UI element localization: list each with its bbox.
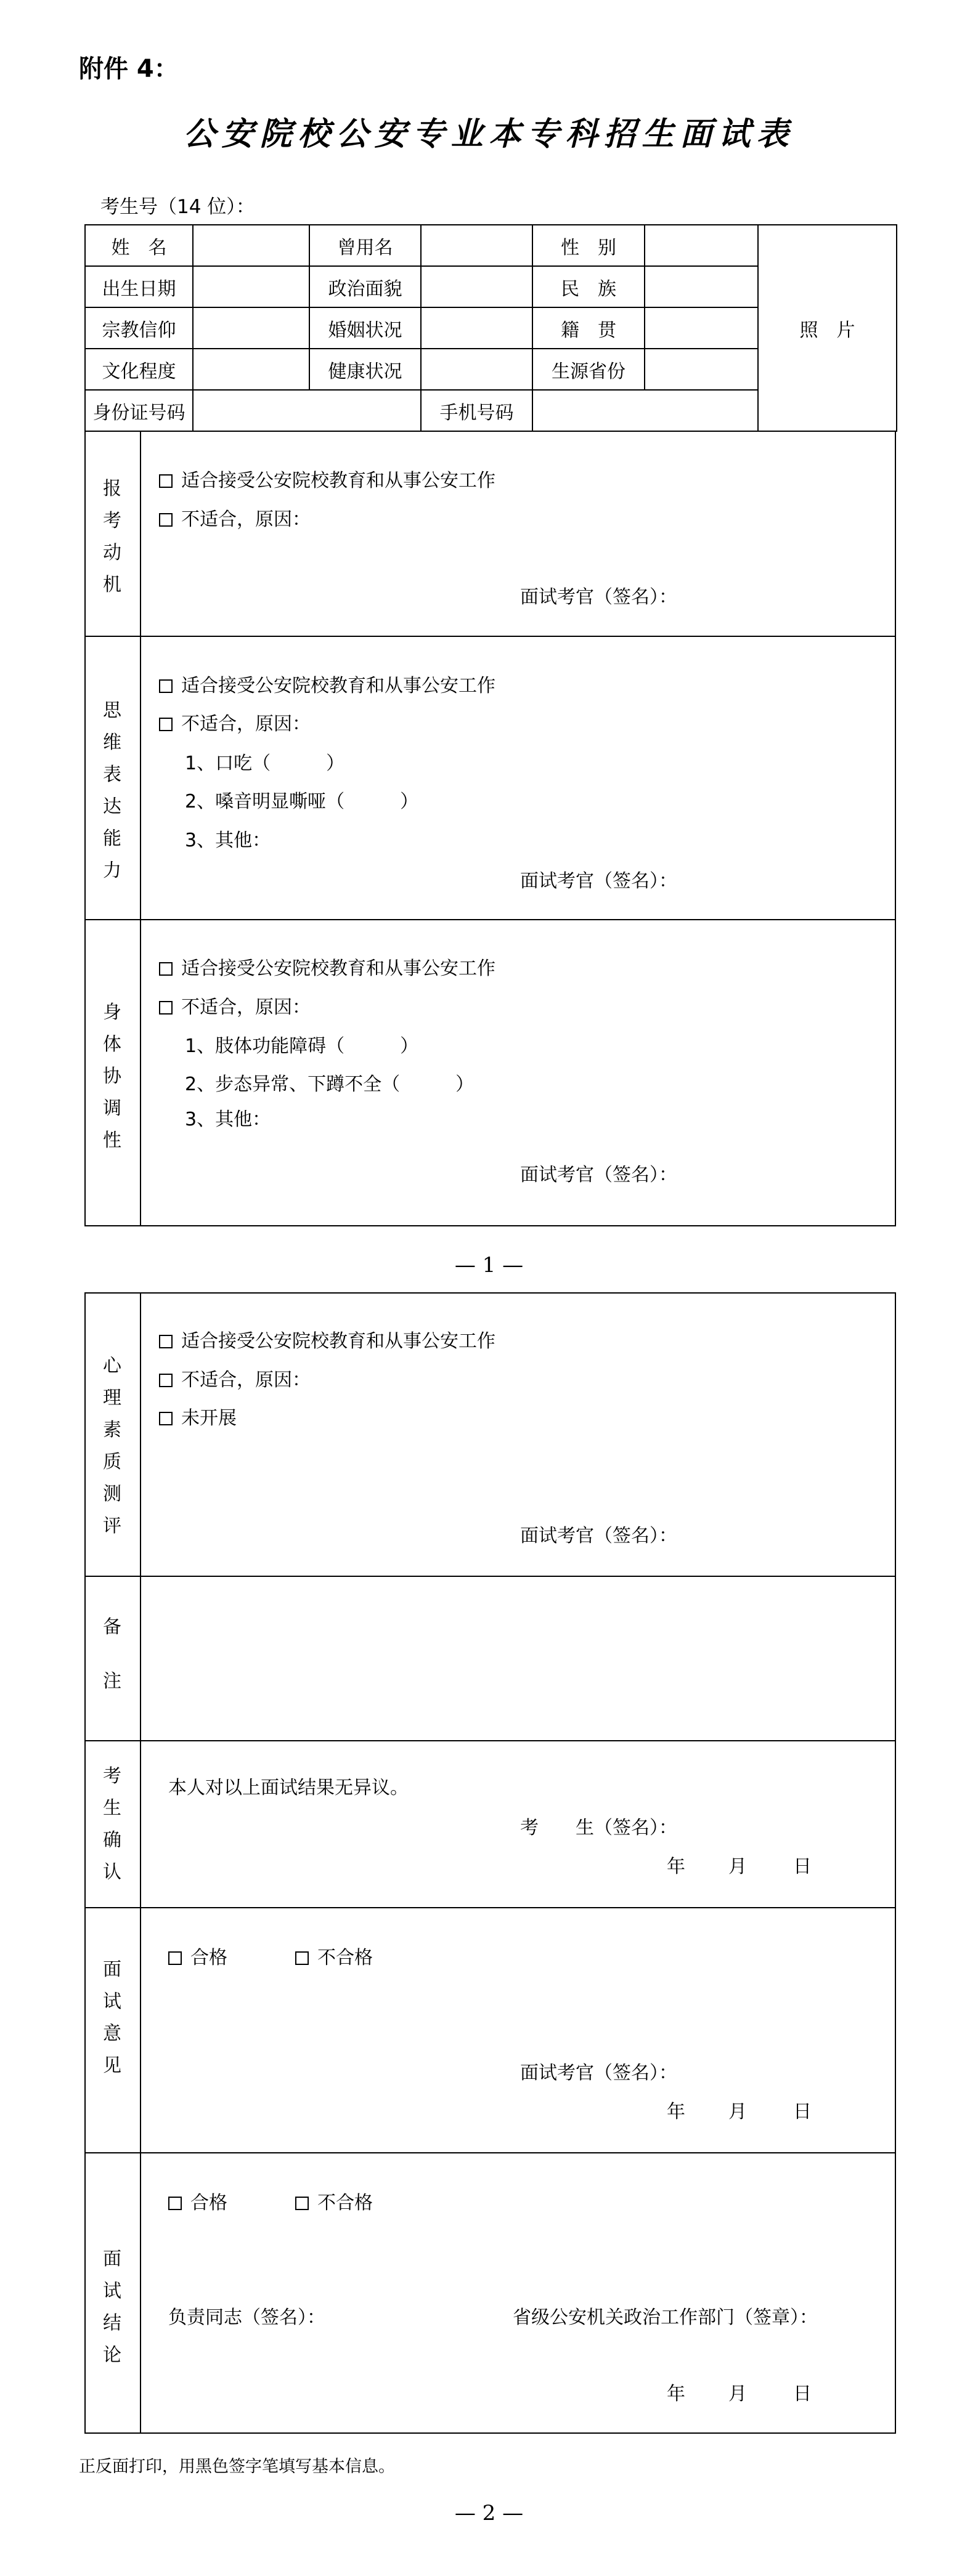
basic-info-table [84, 224, 897, 432]
expression-label-char: 达 [103, 796, 121, 817]
option-label: 合格 [190, 2192, 227, 2214]
psych-label-char: 评 [103, 1515, 121, 1537]
confirm-text: 本人对以上面试结果无异议。 [168, 1777, 409, 1799]
conclusion-label-char: 结 [103, 2312, 121, 2334]
confirm-date-year: 年 [667, 1856, 685, 1877]
checkbox[interactable] [159, 1374, 173, 1387]
birth-field[interactable] [193, 266, 309, 307]
confirm-label [84, 1760, 140, 1889]
checkbox[interactable] [168, 1951, 182, 1965]
confirm-date-day: 日 [793, 1856, 812, 1877]
political-label: 政治面貌 [309, 266, 421, 307]
option-label: 不适合，原因： [181, 509, 311, 530]
section-divider [84, 636, 896, 637]
gender-label: 性 别 [532, 225, 645, 266]
id-number-field[interactable] [193, 390, 421, 431]
exam-number-label: 考生号（14 位）： [100, 196, 255, 218]
option-label: 适合接受公安院校教育和从事公安工作 [181, 675, 495, 697]
name-field[interactable] [193, 225, 309, 266]
psych-label-char: 素 [103, 1419, 121, 1441]
page-number-2: — 2 — [454, 2501, 524, 2525]
psych-label-char: 质 [103, 1451, 121, 1473]
checkbox[interactable] [159, 1335, 173, 1348]
opinion-examiner-sign: 面试考官（签名）： [520, 2062, 677, 2084]
former-name-field[interactable] [421, 225, 532, 266]
psych-label-char: 心 [103, 1355, 121, 1377]
conclusion-fail-option[interactable] [295, 2187, 373, 2214]
expression-label-char: 思 [103, 700, 121, 721]
opinion-label-char: 见 [103, 2055, 121, 2076]
coordination-label-char: 性 [103, 1130, 121, 1151]
conclusion-date-year: 年 [667, 2383, 685, 2405]
footnote: 正反面打印，用黑色签字笔填写基本信息。 [79, 2457, 395, 2476]
option-label: 不适合，原因： [181, 713, 311, 735]
dept-seal: 省级公安机关政治工作部门（签章）： [513, 2307, 818, 2328]
motive-label-char: 考 [103, 510, 121, 532]
remark-field[interactable] [148, 1583, 887, 1731]
motive-label-char: 动 [103, 542, 121, 564]
checkbox[interactable] [159, 1001, 173, 1015]
coordination-unsuitable-option[interactable] [159, 992, 311, 1019]
remark-label [84, 1614, 140, 1695]
psych-not-done-option[interactable] [159, 1403, 237, 1430]
checkbox[interactable] [295, 2197, 309, 2210]
psych-examiner-sign: 面试考官（签名）： [520, 1525, 677, 1547]
conclusion-date-month: 月 [728, 2383, 747, 2405]
expression-label-char: 力 [103, 860, 121, 881]
opinion-label-char: 试 [103, 1991, 121, 2012]
opinion-label-char: 面 [103, 1959, 121, 1980]
photo-cell[interactable]: 照 片 [758, 225, 897, 431]
marital-label: 婚姻状况 [309, 307, 421, 349]
confirm-label-char: 确 [103, 1829, 121, 1851]
id-number-label: 身份证号码 [85, 390, 193, 431]
checkbox[interactable] [159, 962, 173, 976]
expression-unsuitable-option[interactable] [159, 708, 311, 735]
confirm-label-char: 认 [103, 1861, 121, 1883]
responsible-sign: 负责同志（签名）： [168, 2307, 325, 2328]
health-field[interactable] [421, 349, 532, 390]
opinion-label [84, 1954, 140, 2082]
psych-label [84, 1350, 140, 1542]
expression-label-char: 表 [103, 764, 121, 785]
psych-label-char: 理 [103, 1387, 121, 1409]
section-divider [84, 1740, 896, 1741]
expression-label-char: 能 [103, 828, 121, 849]
page-number-1: — 1 — [454, 1253, 524, 1278]
checkbox[interactable] [159, 474, 173, 488]
checkbox[interactable] [159, 679, 173, 693]
coordination-reason-3: 3、其他： [185, 1109, 271, 1130]
page1-label-divider [140, 431, 141, 1226]
option-label: 适合接受公安院校教育和从事公安工作 [181, 958, 495, 979]
expression-label [84, 695, 140, 887]
candidate-sign: 考 生（签名）： [520, 1817, 677, 1839]
motive-unsuitable-option[interactable] [159, 504, 311, 531]
phone-field[interactable] [532, 390, 758, 431]
conclusion-date-day: 日 [793, 2383, 812, 2405]
ethnic-field[interactable] [645, 266, 758, 307]
page2-label-divider [140, 1292, 141, 2434]
coordination-label-char: 体 [103, 1034, 121, 1055]
checkbox[interactable] [168, 2197, 182, 2210]
religion-field[interactable] [193, 307, 309, 349]
coordination-reason-2: 2、步态异常、下蹲不全（ ） [185, 1074, 475, 1095]
coordination-suitable-option[interactable] [159, 953, 495, 980]
expression-suitable-option[interactable] [159, 670, 495, 697]
section-divider [84, 1576, 896, 1577]
opinion-date-month: 月 [728, 2101, 747, 2123]
motive-label-char: 报 [103, 478, 121, 500]
motive-suitable-option[interactable] [159, 465, 495, 492]
confirm-date-month: 月 [728, 1856, 747, 1877]
phone-label: 手机号码 [421, 390, 532, 431]
native-field[interactable] [645, 307, 758, 349]
education-field[interactable] [193, 349, 309, 390]
origin-field[interactable] [645, 349, 758, 390]
checkbox[interactable] [159, 718, 173, 731]
checkbox[interactable] [295, 1951, 309, 1965]
psych-suitable-option[interactable] [159, 1326, 495, 1353]
checkbox[interactable] [159, 513, 173, 527]
coordination-label-char: 协 [103, 1066, 121, 1087]
expression-reason-2: 2、嗓音明显嘶哑（ ） [185, 791, 419, 812]
health-label: 健康状况 [309, 349, 421, 390]
native-label: 籍 贯 [532, 307, 645, 349]
coordination-label-char: 调 [103, 1098, 121, 1119]
confirm-label-char: 生 [103, 1797, 121, 1819]
conclusion-label-char: 试 [103, 2280, 121, 2302]
section-divider [84, 919, 896, 920]
religion-label: 宗教信仰 [85, 307, 193, 349]
expression-examiner-sign: 面试考官（签名）： [520, 870, 677, 892]
confirm-label-char: 考 [103, 1765, 121, 1787]
psych-label-char: 测 [103, 1483, 121, 1505]
section-divider [84, 2152, 896, 2153]
motive-label [84, 473, 140, 601]
option-label: 未开展 [181, 1407, 237, 1429]
marital-field[interactable] [421, 307, 532, 349]
former-name-label: 曾用名 [309, 225, 421, 266]
option-label: 不合格 [317, 1947, 373, 1969]
opinion-date-day: 日 [793, 2101, 812, 2123]
attachment-label: 附件 4： [79, 55, 179, 83]
conclusion-label [84, 2243, 140, 2371]
remark-label-char [84, 1641, 140, 1668]
conclusion-pass-option[interactable] [168, 2187, 227, 2214]
checkbox[interactable] [159, 1412, 173, 1425]
opinion-date-year: 年 [667, 2101, 685, 2123]
opinion-fail-option[interactable] [295, 1942, 373, 1969]
coordination-label-char: 身 [103, 1002, 121, 1023]
page2-sections [84, 1292, 896, 2434]
education-label: 文化程度 [85, 349, 193, 390]
expression-label-char: 维 [103, 732, 121, 753]
expression-reason-1: 1、口吃（ ） [185, 753, 345, 774]
conclusion-label-char: 面 [103, 2248, 121, 2270]
option-label: 适合接受公安院校教育和从事公安工作 [181, 470, 495, 492]
motive-label-char: 机 [103, 574, 121, 596]
psych-unsuitable-option[interactable] [159, 1364, 311, 1391]
coordination-label [84, 997, 140, 1157]
option-label: 合格 [190, 1947, 227, 1969]
remark-label-char: 注 [103, 1671, 121, 1692]
expression-reason-3: 3、其他： [185, 830, 271, 851]
option-label: 不合格 [317, 2192, 373, 2214]
political-field[interactable] [421, 266, 532, 307]
option-label: 不适合，原因： [181, 1369, 311, 1391]
conclusion-label-char: 论 [103, 2344, 121, 2366]
birth-label: 出生日期 [85, 266, 193, 307]
form-title: 公安院校公安专业本专科招生面试表 [183, 115, 795, 153]
opinion-label-char: 意 [103, 2023, 121, 2044]
name-label: 姓 名 [85, 225, 193, 266]
origin-label: 生源省份 [532, 349, 645, 390]
coordination-examiner-sign: 面试考官（签名）： [520, 1164, 677, 1186]
opinion-pass-option[interactable] [168, 1942, 227, 1969]
option-label: 不适合，原因： [181, 997, 311, 1018]
motive-examiner-sign: 面试考官（签名）： [520, 586, 677, 608]
coordination-reason-1: 1、肢体功能障碍（ ） [185, 1035, 419, 1057]
option-label: 适合接受公安院校教育和从事公安工作 [181, 1331, 495, 1352]
gender-field[interactable] [645, 225, 758, 266]
ethnic-label: 民 族 [532, 266, 645, 307]
remark-label-char: 备 [103, 1616, 121, 1638]
section-divider [84, 1907, 896, 1908]
